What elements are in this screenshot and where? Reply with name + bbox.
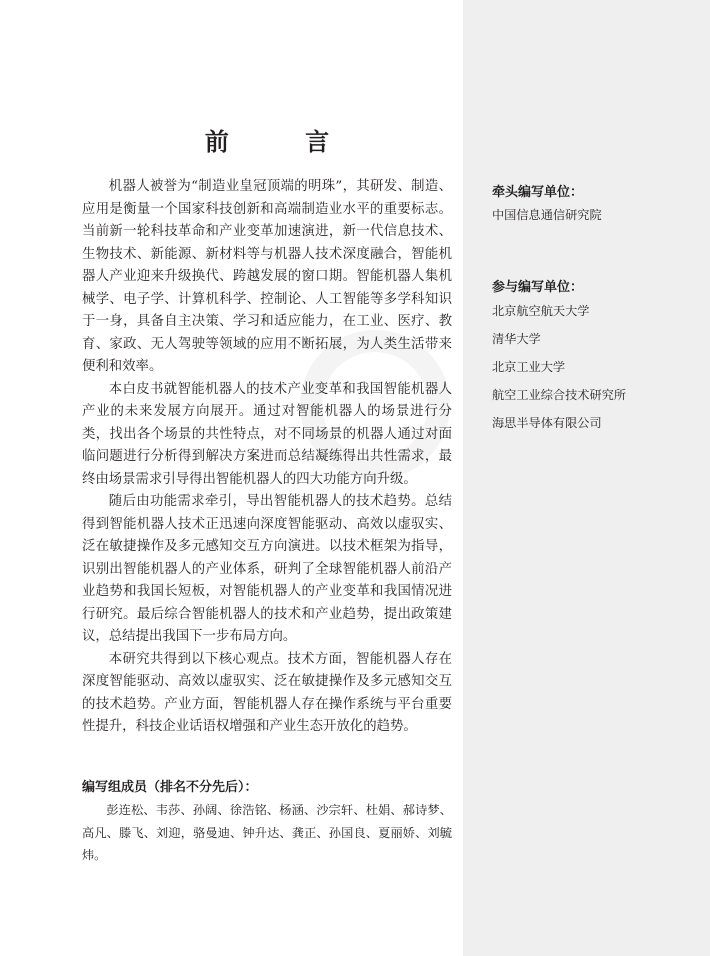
- participant-unit-list: [492, 301, 626, 441]
- preface-paragraph: 机器人被誉为“制造业皇冠顶端的明珠”，其研发、制造、应用是衡量一个国家科技创新和高端制造业水平的重要标志。当前新一轮科技革命和产业变革加速演进，新一代信息技术、生物技术、新能源、新材料等与机器人技术深度融合，智能机器人产业迎来升级换代、跨越发展的窗口期。智能机器人集机械学、电子学、计算机科学、控制论、人工智能等多学科知识于一身，具备自主决策、学习和适应能力，在工业、医疗、教育、家政、无人驾驶等领域的应用不断拓展，为人类生活带来便利和效率。: [82, 179, 452, 374]
- preface-paragraph: 本白皮书就智能机器人的技术产业变革和我国智能机器人产业的未来发展方向展开。通过对智能机器人的场景进行分类，找出各个场景的共性特点，对不同场景的机器人通过对面临问题进行分析得到解决方案进而总结凝练得出共性需求，最终由场景需求引导得出智能机器人的四大功能方向升级。: [82, 381, 452, 487]
- authors-heading: 编写组成员（排名不分先后）：: [82, 780, 258, 795]
- authors-list: 彭连松、韦莎、孙阔、徐浩铭、杨涵、沙宗轩、杜娟、郝诗梦、高凡、滕飞、刘迎，骆曼迪、钟升达、龚正、孙国良、夏丽娇、刘毓炜。: [82, 803, 452, 862]
- preface-paragraph: 本研究共得到以下核心观点。技术方面，智能机器人存在深度智能驱动、高效以虚驭实、泛在敏捷操作及多元感知交互的技术趋势。产业方面，智能机器人存在操作系统与平台重要性提升，科技企业话语权增强和产业生态开放化的趋势。: [82, 651, 452, 734]
- preface-body: [82, 176, 452, 739]
- participant-unit-item: 清华大学: [492, 332, 541, 346]
- lead-unit-item: 中国信息通信研究院: [492, 208, 602, 222]
- page-title: 前 言: [204, 128, 364, 156]
- participant-unit-item: 航空工业综合技术研究所: [492, 388, 627, 402]
- lead-unit-list: [492, 205, 602, 233]
- lead-unit-heading: 牵头编写单位：: [492, 185, 584, 200]
- sidebar-panel: [463, 0, 710, 956]
- participant-unit-item: 北京航空航天大学: [492, 304, 590, 318]
- preface-paragraph: 随后由功能需求牵引，导出智能机器人的技术趋势。总结得到智能机器人技术正迅速向深度智能驱动、高效以虚驭实、泛在敏捷操作及多元感知交互方向演进。以技术框架为指导，识别出智能机器人的产业体系，研判了全球智能机器人前沿产业趋势和我国长短板，对智能机器人的产业变革和我国情况进行研究。最后综合智能机器人的技术和产业趋势，提出政策建议，总结提出我国下一步布局方向。: [82, 494, 452, 644]
- participant-unit-item: 海思半导体有限公司: [492, 416, 602, 430]
- participant-unit-heading: 参与编写单位：: [492, 280, 584, 295]
- participant-unit-item: 北京工业大学: [492, 360, 566, 374]
